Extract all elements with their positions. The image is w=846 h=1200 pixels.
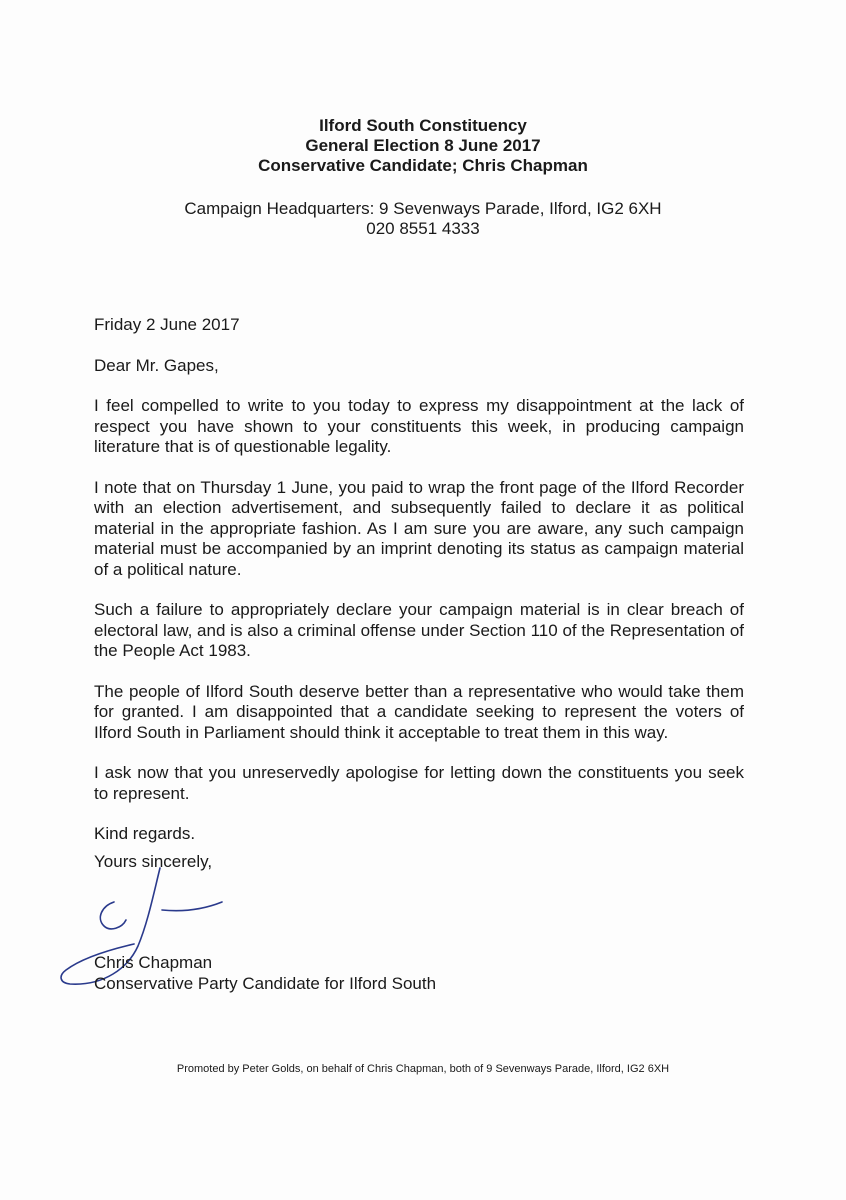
letter-signoff: Yours sincerely, (94, 852, 213, 871)
campaign-address (0, 199, 846, 239)
letter-paragraph: The people of Ilford South deserve better than a representative who would take them for granted. I am disappointed that a candidate seeking to represent the voters of Ilford South in Parliament should think it acceptable to treat them in this way. (94, 681, 744, 742)
signer-title: Conservative Party Candidate for Ilford South (94, 974, 437, 993)
letter-paragraph: Such a failure to appropriately declare your campaign material is in clear breach of electoral law, and is also a criminal offense under Section 110 of the Representation of the People Act 1983. (94, 600, 744, 660)
signer-block (94, 952, 436, 994)
constituency-title: Ilford South Constituency (319, 116, 527, 135)
letter-paragraph: I ask now that you unreservedly apologise for letting down the constituents you seek to represent. (94, 763, 744, 803)
campaign-hq-address: Campaign Headquarters: 9 Sevenways Parade, Ilford, IG2 6XH (184, 199, 662, 218)
letter-paragraph: I feel compelled to write to you today to express my disappointment at the lack of respect you have shown to your constituents this week, in producing campaign literature that is of questionable legality. (94, 396, 744, 456)
imprint-footer: Promoted by Peter Golds, on behalf of Chris Chapman, both of 9 Sevenways Parade, Ilford, IG2 6XH (176, 1063, 670, 1075)
letter-body (94, 315, 744, 865)
signer-name: Chris Chapman (94, 953, 213, 972)
campaign-phone: 020 8551 4333 (366, 219, 480, 238)
letter-paragraph: I note that on Thursday 1 June, you paid to wrap the front page of the Ilford Recorder with an election advertisement, and subsequently failed to declare it as political material in the appropriate fashion. As I am sure you are aware, any such campaign material must be accompanied by an imprint denoting its status as campaign material of a political nature. (94, 477, 744, 579)
election-title: General Election 8 June 2017 (305, 136, 541, 155)
letter-salutation: Dear Mr. Gapes, (94, 355, 219, 375)
letter-regards: Kind regards. (94, 824, 196, 843)
letter-header (0, 116, 846, 176)
letter-date: Friday 2 June 2017 (94, 315, 240, 334)
candidate-title: Conservative Candidate; Chris Chapman (258, 156, 588, 175)
